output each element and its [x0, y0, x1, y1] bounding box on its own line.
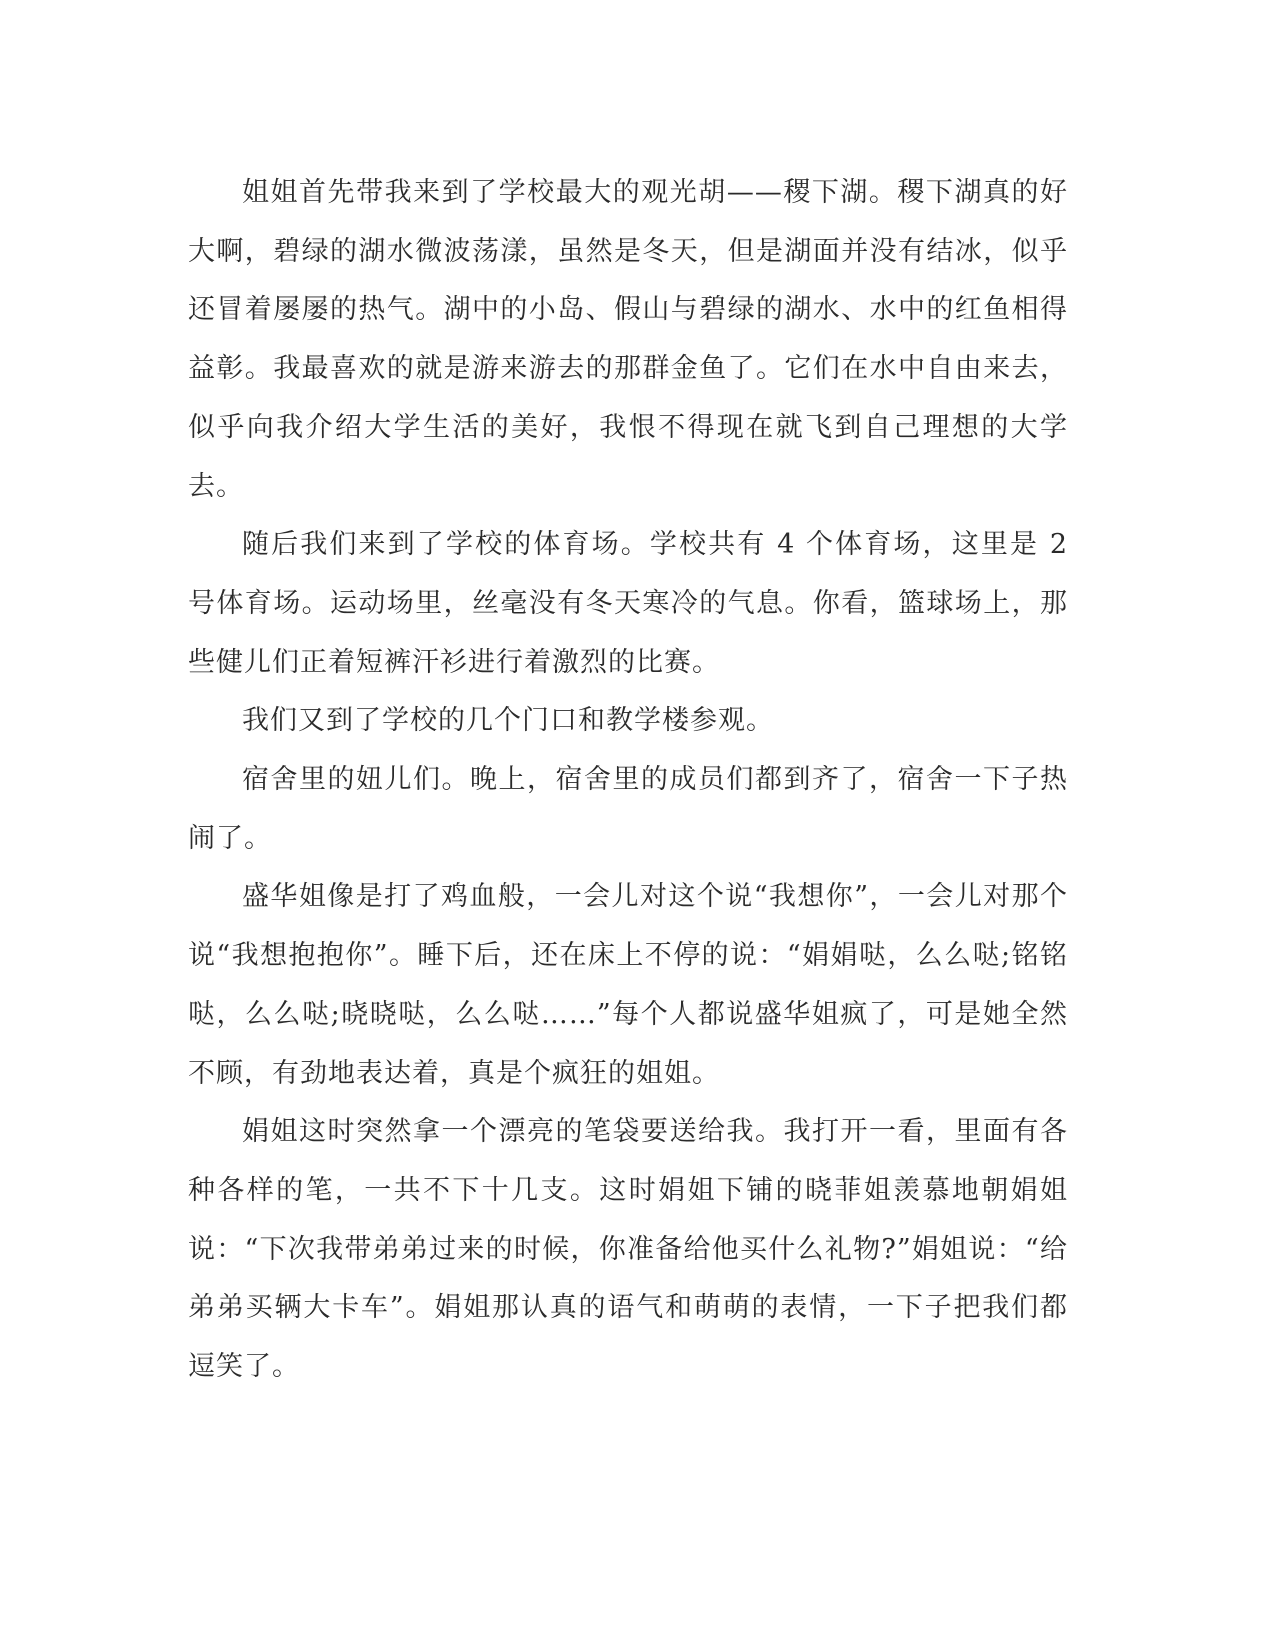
paragraph-2: 随后我们来到了学校的体育场。学校共有 4 个体育场，这里是 2 号体育场。运动场里，丝毫没有冬天寒冷的气息。你看，篮球场上，那些健儿们正着短裤汗衫进行着激烈的比赛。 — [188, 529, 1068, 678]
paragraph-5: 盛华姐像是打了鸡血般，一会儿对这个说“我想你”，一会儿对那个说“我想抱抱你”。睡下后，还在床上不停的说：“娟娟哒，么么哒;铭铭哒，么么哒;晓晓哒，么么哒……”每个人都说盛华姐疯了，可是她全然不顾，有劲地表达着，真是个疯狂的姐姐。 — [188, 881, 1068, 1089]
paragraph-1: 姐姐首先带我来到了学校最大的观光胡——稷下湖。稷下湖真的好大啊，碧绿的湖水微波荡漾，虽然是冬天，但是湖面并没有结冰，似乎还冒着屡屡的热气。湖中的小岛、假山与碧绿的湖水、水中的红鱼相得益彰。我最喜欢的就是游来游去的那群金鱼了。它们在水中自由来去，似乎向我介绍大学生活的美好，我恨不得现在就飞到自己理想的大学去。 — [188, 177, 1068, 502]
paragraph-4: 宿舍里的妞儿们。晚上，宿舍里的成员们都到齐了，宿舍一下子热闹了。 — [188, 764, 1068, 854]
paragraph-3: 我们又到了学校的几个门口和教学楼参观。 — [242, 705, 774, 737]
document-body — [188, 164, 1068, 1397]
paragraph-6: 娟姐这时突然拿一个漂亮的笔袋要送给我。我打开一看，里面有各种各样的笔，一共不下十几支。这时娟姐下铺的晓菲姐羡慕地朝娟姐说：“下次我带弟弟过来的时候，你准备给他买什么礼物?”娟姐说：“给弟弟买辆大卡车”。娟姐那认真的语气和萌萌的表情，一下子把我们都逗笑了。 — [188, 1116, 1068, 1383]
